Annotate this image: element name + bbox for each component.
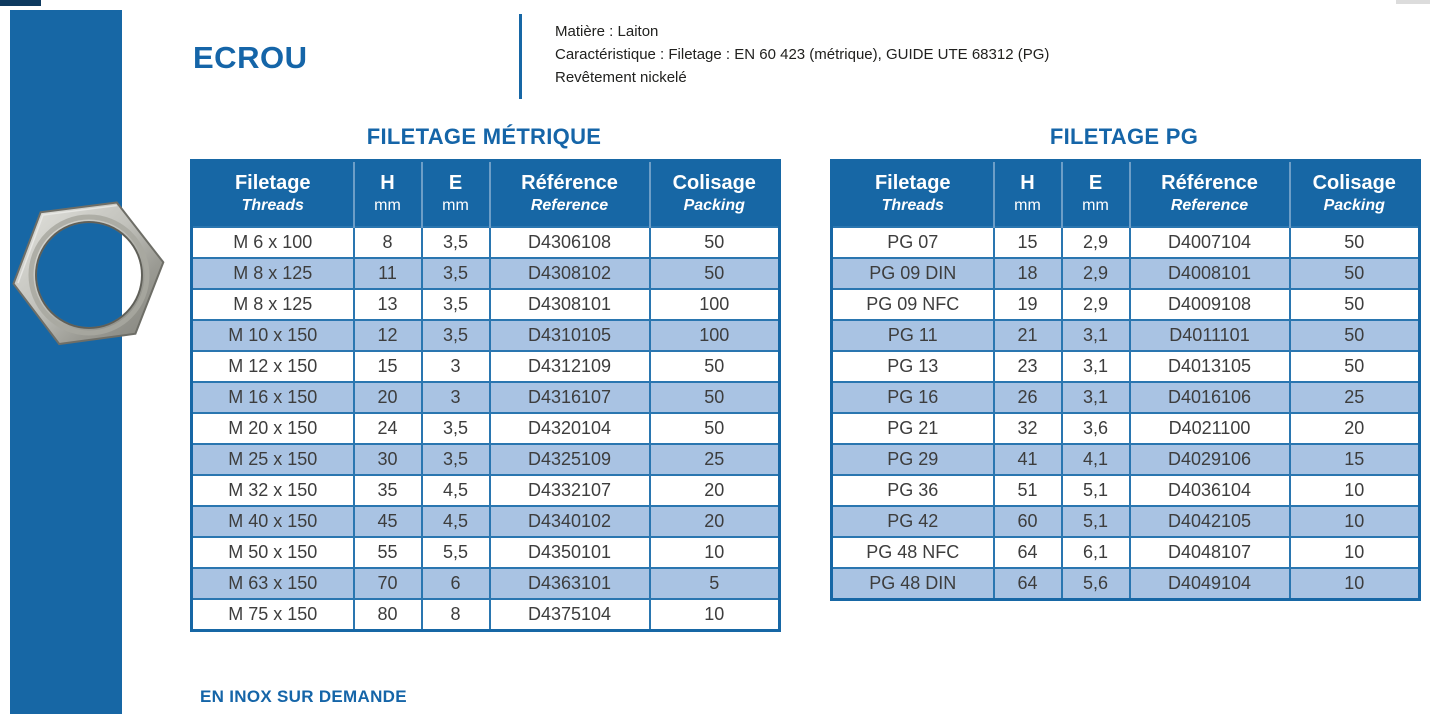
table-cell: D4013105 — [1130, 351, 1290, 382]
table-cell: 80 — [354, 599, 422, 630]
table-cell: 3,6 — [1062, 413, 1130, 444]
table-cell: 10 — [1290, 475, 1420, 506]
table-cell: D4363101 — [490, 568, 650, 599]
table-cell: D4350101 — [490, 537, 650, 568]
table-cell: 15 — [1290, 444, 1420, 475]
table-cell: D4049104 — [1130, 568, 1290, 599]
table-row — [192, 351, 780, 382]
table-cell: 3 — [422, 382, 490, 413]
table-cell: D4007104 — [1130, 227, 1290, 258]
table-cell: PG 09 DIN — [832, 258, 994, 289]
table-cell: 12 — [354, 320, 422, 351]
table-row — [192, 382, 780, 413]
table-row — [192, 413, 780, 444]
table-cell: 10 — [1290, 568, 1420, 599]
table-cell: 64 — [994, 568, 1062, 599]
spec-block — [555, 20, 1049, 89]
table-cell: M 20 x 150 — [192, 413, 354, 444]
metric-table-section — [190, 124, 778, 632]
table-cell: PG 48 DIN — [832, 568, 994, 599]
table-cell: 2,9 — [1062, 227, 1130, 258]
table-cell: D4312109 — [490, 351, 650, 382]
table-row — [832, 537, 1420, 568]
table-cell: 3,1 — [1062, 351, 1130, 382]
table-cell: 11 — [354, 258, 422, 289]
table-cell: M 10 x 150 — [192, 320, 354, 351]
table-cell: 35 — [354, 475, 422, 506]
table-cell: 10 — [1290, 506, 1420, 537]
table-cell: 18 — [994, 258, 1062, 289]
table-cell: D4332107 — [490, 475, 650, 506]
table-cell: PG 09 NFC — [832, 289, 994, 320]
table-cell: 2,9 — [1062, 258, 1130, 289]
table-cell: 100 — [650, 289, 780, 320]
table-row — [832, 351, 1420, 382]
column-header-reference: Référence Reference — [1130, 161, 1290, 228]
page-title: ECROU — [193, 40, 308, 75]
table-cell: 3 — [422, 351, 490, 382]
table-cell: 100 — [650, 320, 780, 351]
table-cell: 50 — [650, 351, 780, 382]
table-cell: 6 — [422, 568, 490, 599]
metric-table-body — [192, 227, 780, 630]
table-cell: 50 — [650, 413, 780, 444]
table-cell: 50 — [1290, 258, 1420, 289]
table-row — [192, 444, 780, 475]
table-cell: 3,5 — [422, 320, 490, 351]
column-header-e: E mm — [1062, 161, 1130, 228]
table-cell: 70 — [354, 568, 422, 599]
table-cell: 20 — [650, 506, 780, 537]
pg-table — [830, 159, 1421, 601]
table-cell: 5,6 — [1062, 568, 1130, 599]
table-cell: D4308101 — [490, 289, 650, 320]
table-cell: 3,1 — [1062, 320, 1130, 351]
table-cell: D4320104 — [490, 413, 650, 444]
table-cell: 8 — [354, 227, 422, 258]
table-cell: 26 — [994, 382, 1062, 413]
table-cell: 50 — [1290, 227, 1420, 258]
table-cell: M 6 x 100 — [192, 227, 354, 258]
column-header-e: E mm — [422, 161, 490, 228]
table-cell: 4,5 — [422, 506, 490, 537]
table-row — [832, 568, 1420, 599]
table-cell: 13 — [354, 289, 422, 320]
pg-table-header-row — [832, 161, 1420, 228]
table-cell: D4310105 — [490, 320, 650, 351]
table-row — [192, 289, 780, 320]
table-row — [832, 413, 1420, 444]
table-cell: 23 — [994, 351, 1062, 382]
table-cell: 4,5 — [422, 475, 490, 506]
column-header-h: H mm — [354, 161, 422, 228]
metric-table — [190, 159, 781, 632]
column-header-colisage: Colisage Packing — [1290, 161, 1420, 228]
table-cell: 45 — [354, 506, 422, 537]
table-cell: D4325109 — [490, 444, 650, 475]
pg-table-body — [832, 227, 1420, 599]
table-cell: 3,5 — [422, 413, 490, 444]
table-cell: 50 — [650, 382, 780, 413]
table-cell: 21 — [994, 320, 1062, 351]
table-cell: 20 — [354, 382, 422, 413]
table-cell: 50 — [1290, 289, 1420, 320]
table-cell: 3,5 — [422, 258, 490, 289]
table-cell: PG 11 — [832, 320, 994, 351]
spec-material: Matière : Laiton — [555, 23, 659, 40]
table-cell: 24 — [354, 413, 422, 444]
table-cell: D4009108 — [1130, 289, 1290, 320]
left-accent-band — [10, 10, 122, 714]
table-cell: M 8 x 125 — [192, 289, 354, 320]
table-cell: 50 — [650, 258, 780, 289]
table-cell: D4008101 — [1130, 258, 1290, 289]
table-row — [192, 475, 780, 506]
table-cell: 51 — [994, 475, 1062, 506]
metric-table-title: FILETAGE MÉTRIQUE — [366, 124, 602, 149]
table-row — [192, 599, 780, 630]
table-cell: D4340102 — [490, 506, 650, 537]
table-cell: 50 — [650, 227, 780, 258]
table-cell: M 63 x 150 — [192, 568, 354, 599]
table-cell: 5,1 — [1062, 475, 1130, 506]
table-cell: 20 — [1290, 413, 1420, 444]
table-cell: 6,1 — [1062, 537, 1130, 568]
spec-coating: Revêtement nickelé — [555, 69, 687, 86]
pg-table-title: FILETAGE PG — [1049, 124, 1199, 149]
table-cell: PG 36 — [832, 475, 994, 506]
table-row — [832, 444, 1420, 475]
page-corner-mark — [1396, 0, 1430, 4]
table-cell: D4042105 — [1130, 506, 1290, 537]
table-cell: 55 — [354, 537, 422, 568]
table-cell: 64 — [994, 537, 1062, 568]
table-row — [832, 506, 1420, 537]
table-cell: 5,5 — [422, 537, 490, 568]
table-cell: 4,1 — [1062, 444, 1130, 475]
table-row — [832, 258, 1420, 289]
column-header-colisage: Colisage Packing — [650, 161, 780, 228]
table-cell: 15 — [994, 227, 1062, 258]
table-cell: D4316107 — [490, 382, 650, 413]
table-cell: 10 — [650, 537, 780, 568]
table-cell: 50 — [1290, 351, 1420, 382]
table-cell: M 12 x 150 — [192, 351, 354, 382]
table-row — [192, 506, 780, 537]
table-cell: 20 — [650, 475, 780, 506]
table-cell: 50 — [1290, 320, 1420, 351]
table-cell: 25 — [1290, 382, 1420, 413]
table-cell: D4308102 — [490, 258, 650, 289]
table-cell: PG 48 NFC — [832, 537, 994, 568]
table-cell: PG 13 — [832, 351, 994, 382]
table-cell: PG 29 — [832, 444, 994, 475]
table-cell: PG 07 — [832, 227, 994, 258]
table-cell: 25 — [650, 444, 780, 475]
table-row — [192, 320, 780, 351]
column-header-h: H mm — [994, 161, 1062, 228]
table-cell: 41 — [994, 444, 1062, 475]
table-cell: PG 42 — [832, 506, 994, 537]
table-cell: M 75 x 150 — [192, 599, 354, 630]
table-cell: PG 21 — [832, 413, 994, 444]
column-header-filetage: Filetage Threads — [192, 161, 354, 228]
column-header-reference: Référence Reference — [490, 161, 650, 228]
table-cell: M 25 x 150 — [192, 444, 354, 475]
table-row — [832, 289, 1420, 320]
table-cell: 3,5 — [422, 227, 490, 258]
table-cell: 5 — [650, 568, 780, 599]
table-cell: 10 — [1290, 537, 1420, 568]
table-row — [192, 537, 780, 568]
table-cell: 60 — [994, 506, 1062, 537]
table-row — [192, 568, 780, 599]
table-cell: 15 — [354, 351, 422, 382]
pg-table-section — [830, 124, 1418, 601]
spec-characteristic: Caractéristique : Filetage : EN 60 423 (métrique), GUIDE UTE 68312 (PG) — [555, 46, 1050, 63]
table-cell: 2,9 — [1062, 289, 1130, 320]
column-header-filetage: Filetage Threads — [832, 161, 994, 228]
table-row — [832, 227, 1420, 258]
table-cell: M 40 x 150 — [192, 506, 354, 537]
table-cell: 32 — [994, 413, 1062, 444]
table-cell: D4048107 — [1130, 537, 1290, 568]
table-row — [192, 227, 780, 258]
table-cell: D4306108 — [490, 227, 650, 258]
table-cell: 5,1 — [1062, 506, 1130, 537]
table-row — [832, 382, 1420, 413]
table-cell: D4029106 — [1130, 444, 1290, 475]
metric-table-header-row — [192, 161, 780, 228]
table-cell: D4011101 — [1130, 320, 1290, 351]
table-cell: 3,5 — [422, 444, 490, 475]
hex-nut-image — [12, 200, 167, 348]
table-cell: 8 — [422, 599, 490, 630]
table-cell: D4375104 — [490, 599, 650, 630]
hex-nut-icon — [12, 200, 167, 348]
table-cell: 3,1 — [1062, 382, 1130, 413]
table-row — [192, 258, 780, 289]
table-cell: D4016106 — [1130, 382, 1290, 413]
page-corner-bar — [0, 0, 41, 6]
table-cell: 30 — [354, 444, 422, 475]
table-cell: M 8 x 125 — [192, 258, 354, 289]
footnote-inox: EN INOX SUR DEMANDE — [200, 687, 407, 706]
table-cell: PG 16 — [832, 382, 994, 413]
table-cell: D4021100 — [1130, 413, 1290, 444]
table-cell: M 32 x 150 — [192, 475, 354, 506]
table-cell: 10 — [650, 599, 780, 630]
table-cell: D4036104 — [1130, 475, 1290, 506]
table-cell: 19 — [994, 289, 1062, 320]
table-row — [832, 475, 1420, 506]
table-cell: M 50 x 150 — [192, 537, 354, 568]
header-divider — [519, 14, 522, 99]
table-row — [832, 320, 1420, 351]
table-cell: 3,5 — [422, 289, 490, 320]
table-cell: M 16 x 150 — [192, 382, 354, 413]
